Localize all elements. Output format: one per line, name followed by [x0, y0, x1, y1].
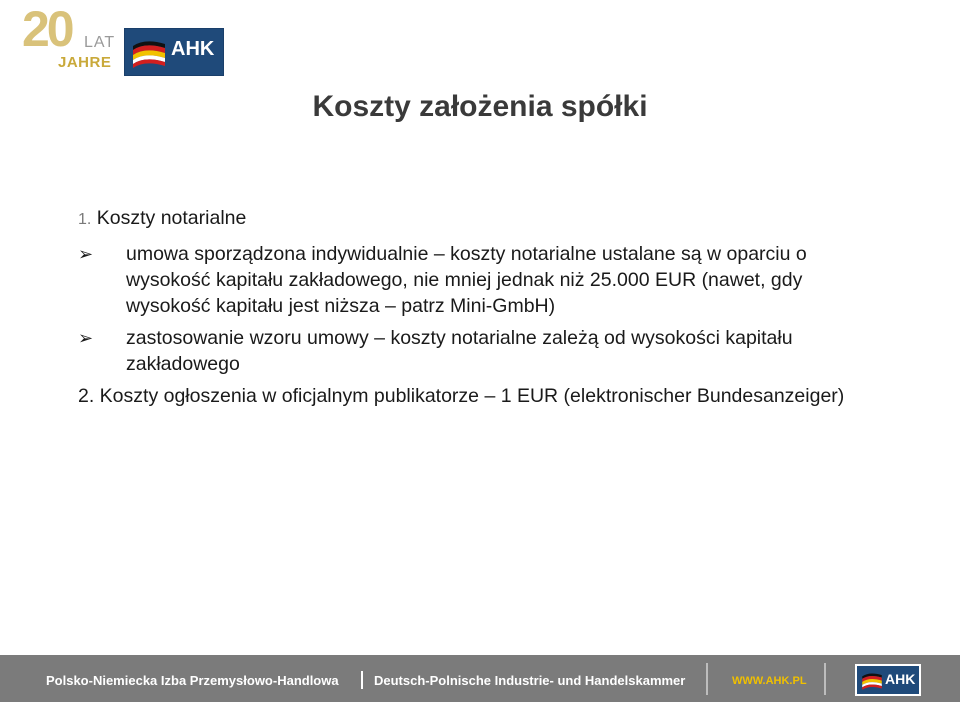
bullet-text: umowa sporządzona indywidualnie – koszty notarialne ustalane są w oparciu o wysokość kapitału zakładowego, nie mniej jednak niż 25.000 EUR (nawet, gdy wysokość kapitału jest niższa – patrz Mini-GmbH)	[126, 243, 807, 317]
footer-divider	[824, 663, 826, 695]
list-item-2: 2. Koszty ogłoszenia w oficjalnym publikatorze – 1 EUR (elektronischer Bundesanzeiger)	[78, 385, 845, 407]
footer-bar	[0, 655, 960, 702]
ahk-logo-text: AHK	[171, 38, 215, 60]
ahk-logo	[124, 28, 224, 76]
anniversary-logo	[22, 1, 122, 72]
footer-ahk-logo-text: AHK	[885, 671, 916, 687]
bullet-text: zastosowanie wzoru umowy – koszty notarialne zależą od wysokości kapitału zakładowego	[126, 327, 793, 375]
flag-swoosh-icon	[861, 670, 883, 690]
arrow-bullet-icon: ➢	[78, 244, 94, 264]
bullet-item	[78, 241, 888, 319]
flag-swoosh-icon	[131, 36, 167, 68]
footer-ahk-logo	[855, 664, 921, 696]
anniversary-number: 20	[22, 1, 72, 57]
footer-website-link[interactable]: WWW.AHK.PL	[732, 675, 807, 687]
list-item-label: Koszty notarialne	[96, 207, 247, 229]
footer-polish-name: Polsko-Niemiecka Izba Przemysłowo-Handlowa	[46, 673, 339, 688]
bullet-item	[78, 325, 888, 377]
list-item-1	[78, 205, 888, 233]
arrow-bullet-icon: ➢	[78, 328, 94, 348]
footer-divider	[361, 671, 363, 689]
anniversary-lat: LAT	[84, 34, 116, 51]
anniversary-jahre: JAHRE	[58, 54, 112, 71]
slide-title: Koszty założenia spółki	[312, 90, 648, 123]
list-item-number: 1.	[78, 211, 92, 228]
footer-divider	[706, 663, 708, 695]
slide-content	[78, 205, 888, 409]
footer-german-name: Deutsch-Polnische Industrie- und Handelskammer	[374, 673, 686, 688]
